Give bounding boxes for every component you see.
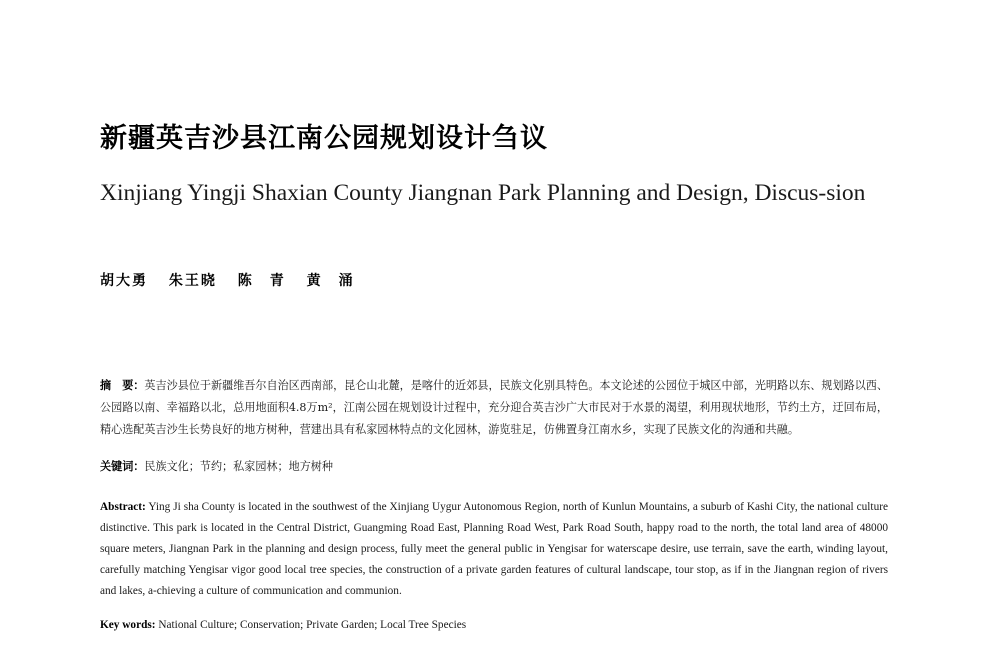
english-keywords [100,615,888,635]
english-abstract-text: Ying Ji sha County is located in the southwest of the Xinjiang Uygur Autonomous Region, north of Kunlun Mountains, a suburb of Kashi City, the national culture distinctive. This park is located in the Central District, Guangming Road East, Planning Road West, Park Road South, happy road to the north, the total land area of 48000 square meters, Jiangnan Park in the planning and design process, fully meet the general public in Yengisar for waterscape desire, use terrain, save the earth, winding layout, carefully matching Yengisar vigor good local tree species, the construction of a private garden features of cultural landscape, tour stop, as if in the Jiangnan region of rivers and lakes, a-chieving a culture of communication and communion. [100,501,888,597]
chinese-abstract-text: 英吉沙县位于新疆维吾尔自治区西南部，昆仑山北麓，是喀什的近郊县，民族文化别具特色。本文论述的公园位于城区中部，光明路以东、规划路以西、公园路以南、幸福路以北，总用地面积4.8万m²，江南公园在规划设计过程中，充分迎合英吉沙广大市民对于水景的渴望，利用现状地形，节约土方，迂回布局，精心选配英吉沙生长势良好的地方树种，营建出具有私家园林特点的文化园林，游览驻足，仿佛置身江南水乡，实现了民族文化的沟通和共融。 [100,379,888,436]
english-keywords-text: National Culture; Conservation; Private Garden; Local Tree Species [158,619,467,631]
author-name: 黄 涌 [306,273,355,289]
author-name: 朱王晓 [168,273,217,289]
english-abstract-label: Abstract: [100,501,146,513]
english-title: Xinjiang Yingji Shaxian County Jiangnan Park Planning and Design, Discus-sion [100,180,866,206]
chinese-abstract-label: 摘 要： [100,379,145,392]
english-keywords-label: Key words: [100,619,156,631]
author-name: 陈 青 [237,273,286,289]
english-abstract [100,497,888,602]
chinese-keywords-label: 关键词： [100,460,145,473]
chinese-keywords [100,457,888,477]
chinese-keywords-text: 民族文化；节约；私家园林；地方树种 [144,460,333,473]
chinese-abstract [100,375,888,441]
chinese-title: 新疆英吉沙县江南公园规划设计刍议 [100,123,548,154]
author-list [100,270,371,290]
author-name: 胡大勇 [100,273,148,289]
